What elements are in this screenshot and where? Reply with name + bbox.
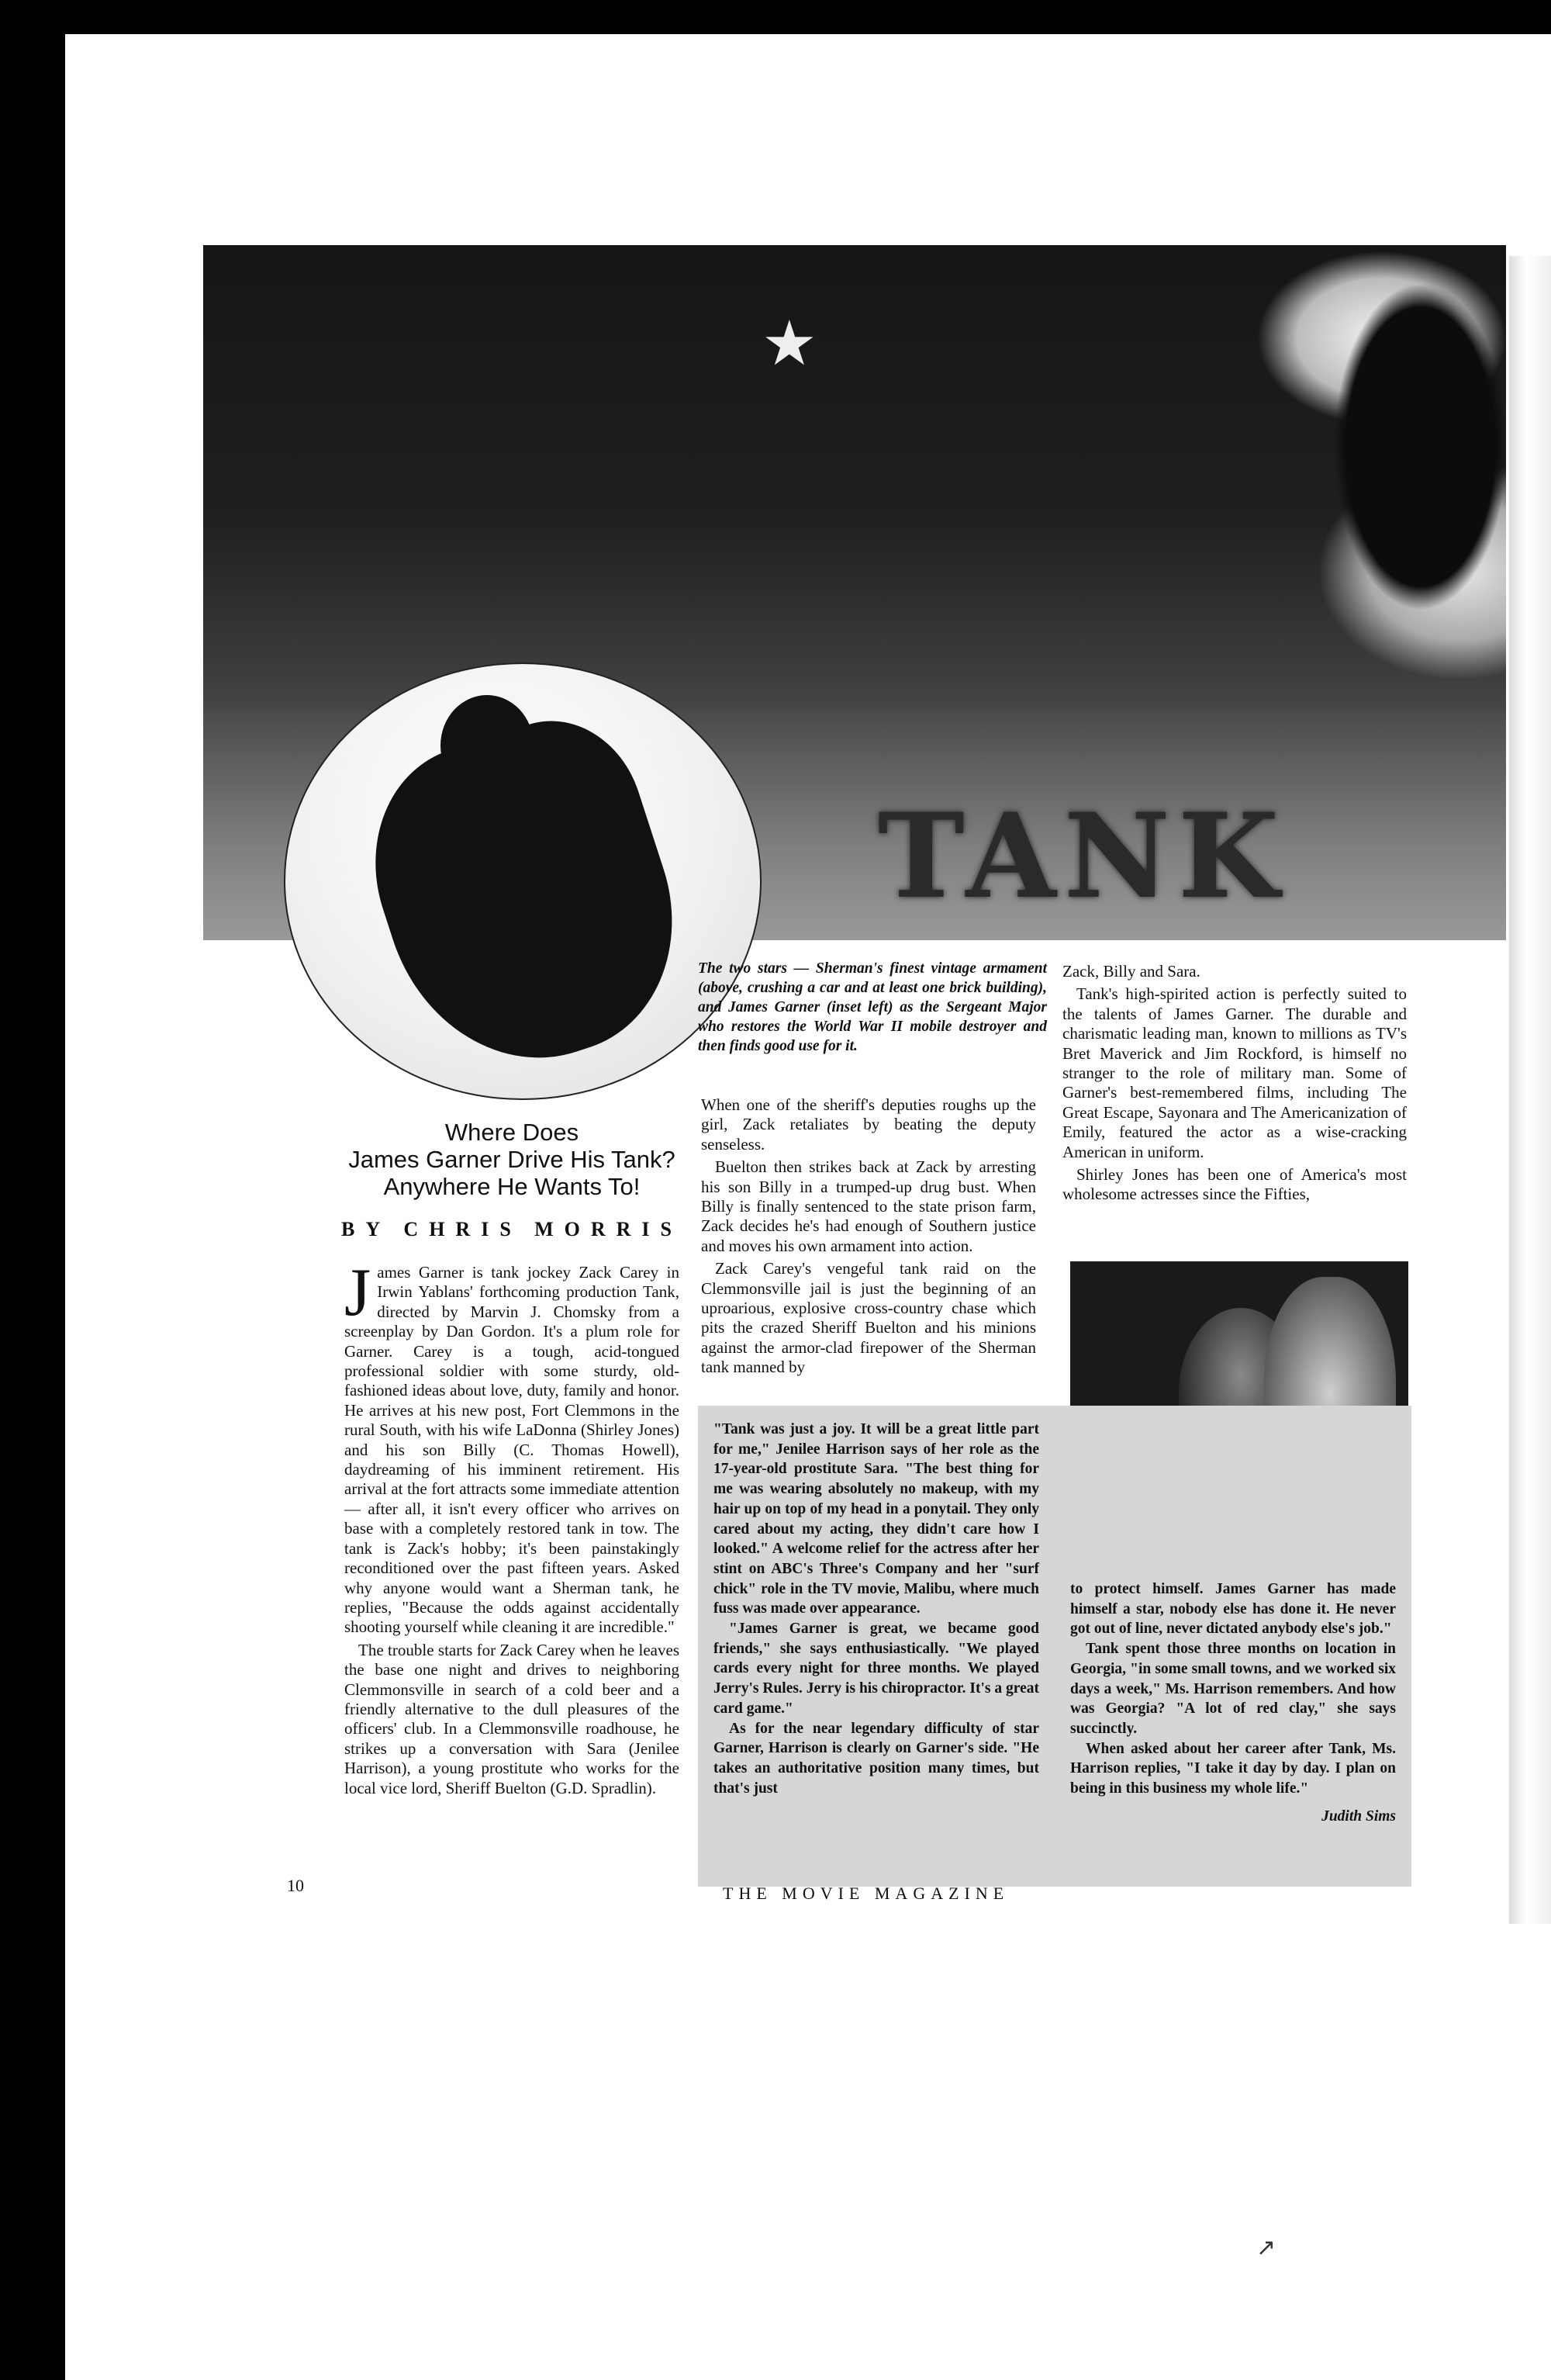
inset-photo-garner — [284, 662, 762, 1100]
sidebar-column-right — [1070, 1579, 1396, 1826]
headline-line-3: Anywhere He Wants To! — [383, 1173, 641, 1200]
byline-by: BY — [341, 1218, 392, 1240]
page-number: 10 — [287, 1876, 304, 1895]
paragraph: The trouble starts for Zack Carey when he leaves the base one night and drives to neighboring Clemmonsville in search of a cold beer and a friendly alternative to the dull pleasures of the officers' club. In a Clemmonsville roadhouse, he strikes up a conversation with Sara (Jenilee Harrison), a young prostitute who works for the local vice lord, Sheriff Buelton (G.D. Spradlin). — [344, 1640, 679, 1797]
column-3 — [1062, 962, 1407, 1208]
paragraph-text: ames Garner is tank jockey Zack Carey in Irwin Yablans' forthcoming production Tank, directed by Marvin J. Chomsky from a screenplay by Dan Gordon. It's a plum role for Garner. Carey is a tough, acid-tongued professional soldier with some sturdy, old-fashioned ideas about love, duty, family and honor. He arrives at his new post, Fort Clemmons in the rural South, with his wife LaDonna (Shirley Jones) and his son Billy (C. Thomas Howell), daydreaming of his imminent retirement. His arrival at the fort attracts some immediate attention — after all, it isn't every officer who arrives on base with a completely restored tank in tow. The tank is Zack's hobby; it's been painstakingly reconditioned over the past fifteen years. Asked why anyone would want a Sherman tank, he replies, "Because the odds against accidentally shooting yourself while cleaning it are incredible." — [344, 1263, 679, 1637]
paragraph: Tank's high-spirited action is perfectly suited to the talents of James Garner. The durable and charismatic leading man, known to millions as TV's Bret Maverick and Jim Rockford, is himself no stranger to the role of military man. Some of Garner's best-remembered films, including The Great Escape, Sayonara and The Americanization of Emily, featured the actor as a wise-cracking American in uniform. — [1062, 984, 1407, 1161]
paragraph: When one of the sheriff's deputies roughs up the girl, Zack retaliates by beating the deputy senseless. — [701, 1095, 1036, 1154]
tank-logo: TANK — [878, 788, 1287, 925]
paragraph: When asked about her career after Tank, Ms. Harrison replies, "I take it day by day. I plan on being in this business my whole life." — [1070, 1740, 1396, 1797]
byline — [341, 1218, 682, 1241]
sidebar-column-left — [713, 1420, 1039, 1798]
byline-last-name: MORRIS — [534, 1218, 682, 1240]
column-1 — [344, 1255, 679, 1801]
photo-silhouette — [343, 699, 709, 1095]
paragraph: Zack Carey's vengeful tank raid on the Clemmonsville jail is just the beginning of an uproarious, explosive cross-country chase which pits the crazed Sheriff Buelton and his minions against the armor-clad firepower of the Sherman tank manned by — [701, 1259, 1036, 1377]
paragraph: Zack, Billy and Sara. — [1062, 962, 1200, 981]
paragraph: Shirley Jones has been one of America's most wholesome actresses since the Fifties, — [1062, 1165, 1407, 1204]
article-headline — [326, 1119, 698, 1200]
paragraph: As for the near legendary difficulty of star Garner, Harrison is clearly on Garner's side. "He takes an authoritative position many times, but that's just — [713, 1720, 1039, 1797]
column-2 — [701, 1095, 1036, 1381]
byline-first-name: CHRIS — [403, 1218, 522, 1240]
paragraph — [344, 1255, 679, 1638]
paragraph: Tank spent those three months on location in Georgia, "in some small towns, and we worked six days a week," Ms. Harrison remembers. And how was Georgia? "A lot of red clay," she says succinctly. — [1070, 1641, 1396, 1737]
star-emblem-icon: ★ — [762, 307, 817, 379]
paragraph: "James Garner is great, we became good friends," she says enthusiastically. "We played cards every night for three months. We played Jerry's Rules. Jerry is his chiropractor. It's a great card game." — [713, 1621, 1039, 1717]
scan-artifact-mark: ↗ — [1256, 2234, 1276, 2261]
photo-tree — [1304, 245, 1506, 680]
author-signature: Judith Sims — [1321, 1807, 1396, 1825]
headline-line-2: James Garner Drive His Tank? — [348, 1146, 675, 1173]
facing-page-edge — [1509, 256, 1551, 1924]
paragraph: to protect himself. James Garner has made himself a star, nobody else has done it. He never got out of line, never dictated anybody else's job." — [1070, 1581, 1396, 1638]
photo-caption: The two stars — Sherman's finest vintage armament (above, crushing a car and at least one brick building), and James Garner (inset left) as the Sergeant Major who restores the World War II mobile destroyer and then finds good use for it. — [698, 960, 1047, 1054]
paragraph: "Tank was just a joy. It will be a great little part for me," Jenilee Harrison says of her role as the 17-year-old prostitute Sara. "The best thing for me was wearing absolutely no makeup, with my hair up on top of my head in a ponytail. They only cared about my acting, they didn't care how I looked." A welcome relief for the actress after her stint on ABC's Three's Company and her "surf chick" role in the TV movie, Malibu, where much fuss was made over appearance. — [713, 1421, 1039, 1617]
magazine-footer: THE MOVIE MAGAZINE — [723, 1884, 1010, 1903]
paragraph: Buelton then strikes back at Zack by arresting his son Billy in a trumped-up drug bust. When Billy is finally sentenced to the state prison farm, Zack decides he's had enough of Southern justice and moves his own armament into action. — [701, 1157, 1036, 1255]
headline-line-1: Where Does — [444, 1119, 579, 1146]
drop-cap: J — [344, 1255, 371, 1330]
